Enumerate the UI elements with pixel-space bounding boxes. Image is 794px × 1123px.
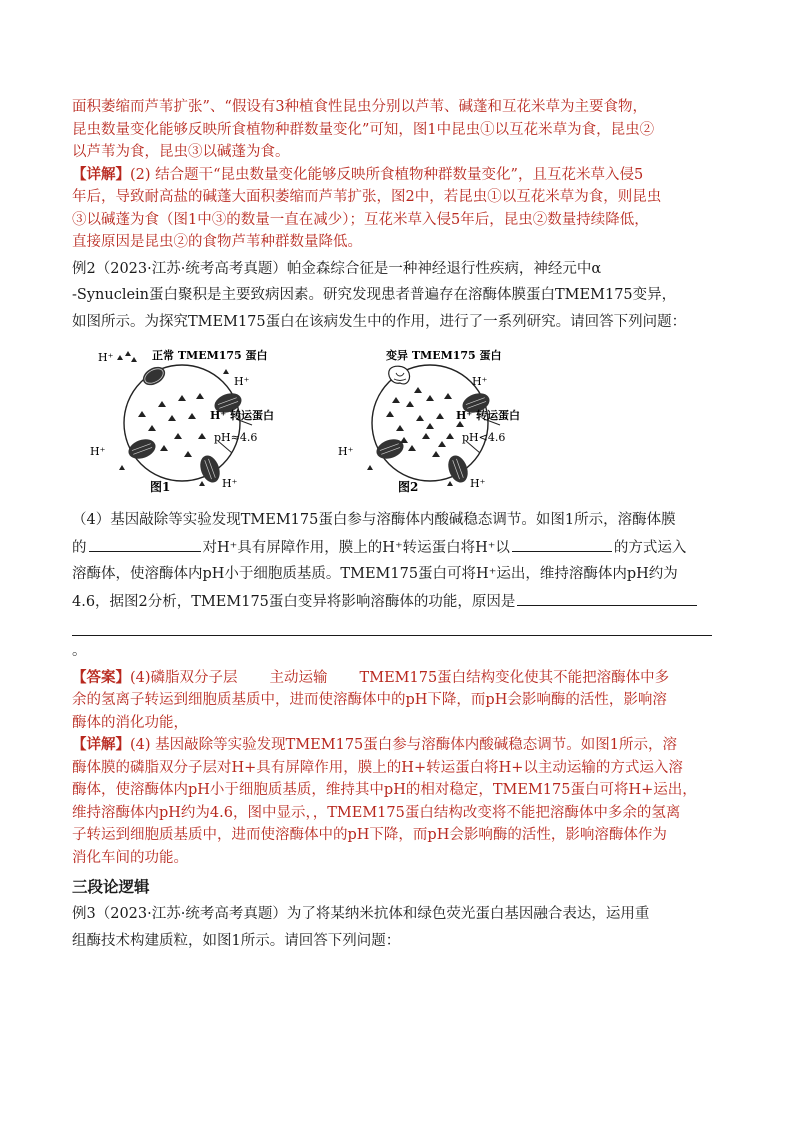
transporter-label: H⁺ 转运蛋白 xyxy=(456,409,521,422)
transporter-label: H⁺ 转运蛋白 xyxy=(210,409,275,422)
text-line: 面积萎缩而芦苇扩张”、“假设有3种植食性昆虫分别以芦苇、碱蓬和互花米草为主要食物， xyxy=(72,99,648,115)
example-line: -Synuclein蛋白聚积是主要致病因素。研究发现患者普遍存在溶酶体膜蛋白TMEM175变异， xyxy=(72,287,677,303)
question-line: 溶酶体，使溶酶体内pH小于细胞质基质。TMEM175蛋白可将H⁺运出，维持溶酶体内pH约为 xyxy=(72,566,678,582)
h-ion-label: H⁺ xyxy=(470,477,486,490)
text-span: 主动运输 xyxy=(269,669,328,686)
answer-tag: 【答案】 xyxy=(72,668,130,686)
question-line xyxy=(72,536,732,560)
figure-caption: 图1 xyxy=(150,480,171,494)
section-heading: 三段论逻辑 xyxy=(72,878,150,896)
document-page xyxy=(72,96,732,952)
h-ion-label: H⁺ xyxy=(222,477,238,490)
tmem175-protein xyxy=(140,363,169,389)
example-line: 例3（2023·江苏·统考高考真题）为了将某纳米抗体和绿色荧光蛋白基因融合表达，运用重 xyxy=(72,906,650,922)
mutant-tmem175-protein xyxy=(389,366,410,384)
text-line: 酶体的消化功能， xyxy=(72,714,188,731)
answer-blank-1[interactable] xyxy=(89,536,201,552)
detail-tag: 【详解】 xyxy=(72,165,130,183)
detail-tag: 【详解】 xyxy=(72,736,130,753)
text-line: 酶体膜的磷脂双分子层对H+具有屏障作用，膜上的H+转运蛋白将H+以主动运输的方式运入溶 xyxy=(72,759,683,776)
text-span: 的 xyxy=(72,539,87,556)
h-ion-label: H⁺ xyxy=(98,351,114,364)
text-span: 对H⁺具有屏障作用，膜上的H⁺转运蛋白将H⁺以 xyxy=(202,539,510,556)
text-span: (4)磷脂双分子层 xyxy=(130,669,238,686)
text-span: 的方式运入 xyxy=(613,539,687,556)
text-line: 余的氢离子转运到细胞质基质中，进而使溶酶体中的pH下降，而pH会影响酶的活性，影响溶 xyxy=(72,692,667,708)
question-line xyxy=(72,590,732,614)
protein-label: 变异 TMEM175 蛋白 xyxy=(386,349,502,362)
figure-area xyxy=(72,341,732,501)
text-span: (4) 基因敲除等实验发现TMEM175蛋白参与溶酶体内酸碱稳态调节。如图1所示，溶 xyxy=(130,737,677,753)
h-transporter xyxy=(126,436,158,462)
answer-blank-2[interactable] xyxy=(512,536,612,552)
ph-label: pH<4.6 xyxy=(462,431,506,444)
h-ion-label: H⁺ xyxy=(338,445,354,458)
text-line: 以芦苇为食，昆虫③以碱蓬为食。 xyxy=(72,144,290,160)
figure-caption: 图2 xyxy=(398,480,419,494)
text-line: 子转运到细胞质基质中，进而使溶酶体中的pH下降，而pH会影响酶的活性，影响溶酶体作为 xyxy=(72,827,667,843)
text-line: 消化车间的功能。 xyxy=(72,849,188,866)
figure-2-diagram xyxy=(330,341,550,501)
h-transporter xyxy=(197,453,223,485)
h-transporter xyxy=(374,436,406,462)
detail-paragraph xyxy=(72,734,732,757)
example-line: 组酶技术构建质粒，如图1所示。请回答下列问题： xyxy=(72,932,401,949)
protein-label: 正常 TMEM175 蛋白 xyxy=(152,349,268,362)
text-line: 酶体，使溶酶体内pH小于细胞质基质，维持其中pH的相对稳定，TMEM175蛋白可将H+运出， xyxy=(72,782,697,798)
text-span: (2) 结合题干“昆虫数量变化能够反映所食植物种群数量变化”，且互花米草入侵5 xyxy=(130,166,644,183)
h-transporter xyxy=(445,453,471,485)
figure-1-diagram xyxy=(82,341,302,501)
example-line: 如图所示。为探究TMEM175蛋白在该病发生中的作用，进行了一系列研究。请回答下列问题： xyxy=(72,313,687,330)
text-line: ③以碱蓬为食（图1中③的数量一直在减少）；互花米草入侵5年后，昆虫②数量持续降低， xyxy=(72,211,649,228)
ph-label: pH≈4.6 xyxy=(214,431,258,444)
answer-blank-line[interactable] xyxy=(72,613,712,636)
h-ion-label: H⁺ xyxy=(90,445,106,458)
text-line: 直接原因是昆虫②的食物芦苇种群数量降低。 xyxy=(72,234,362,250)
text-line: 维持溶酶体内pH约为4.6，图中显示，，TMEM175蛋白结构改变将不能把溶酶体中多余的氢离 xyxy=(72,804,681,821)
text-line: 年后，导致耐高盐的碱蓬大面积萎缩而芦苇扩张，图2中，若昆虫①以互花米草为食，则昆虫 xyxy=(72,189,662,205)
text-line: 昆虫数量变化能够反映所食植物种群数量变化”可知，图1中昆虫①以互花米草为食，昆虫② xyxy=(72,121,655,138)
text-span: 4.6，据图2分析，TMEM175蛋白变异将影响溶酶体的功能，原因是 xyxy=(72,593,516,610)
example-line: 例2（2023·江苏·统考高考真题）帕金森综合征是一种神经退行性疾病，神经元中α xyxy=(72,260,602,277)
h-ion-label: H⁺ xyxy=(472,375,488,388)
question-line: （4）基因敲除等实验发现TMEM175蛋白参与溶酶体内酸碱稳态调节。如图1所示，溶酶体膜 xyxy=(72,512,676,528)
question-end: 。 xyxy=(72,643,87,659)
detail-paragraph xyxy=(72,164,732,187)
text-span: TMEM175蛋白结构变化使其不能把溶酶体中多 xyxy=(359,669,670,686)
h-ion-label: H⁺ xyxy=(234,375,250,388)
answer-blank-3[interactable] xyxy=(517,590,697,606)
answer-paragraph xyxy=(72,667,732,690)
